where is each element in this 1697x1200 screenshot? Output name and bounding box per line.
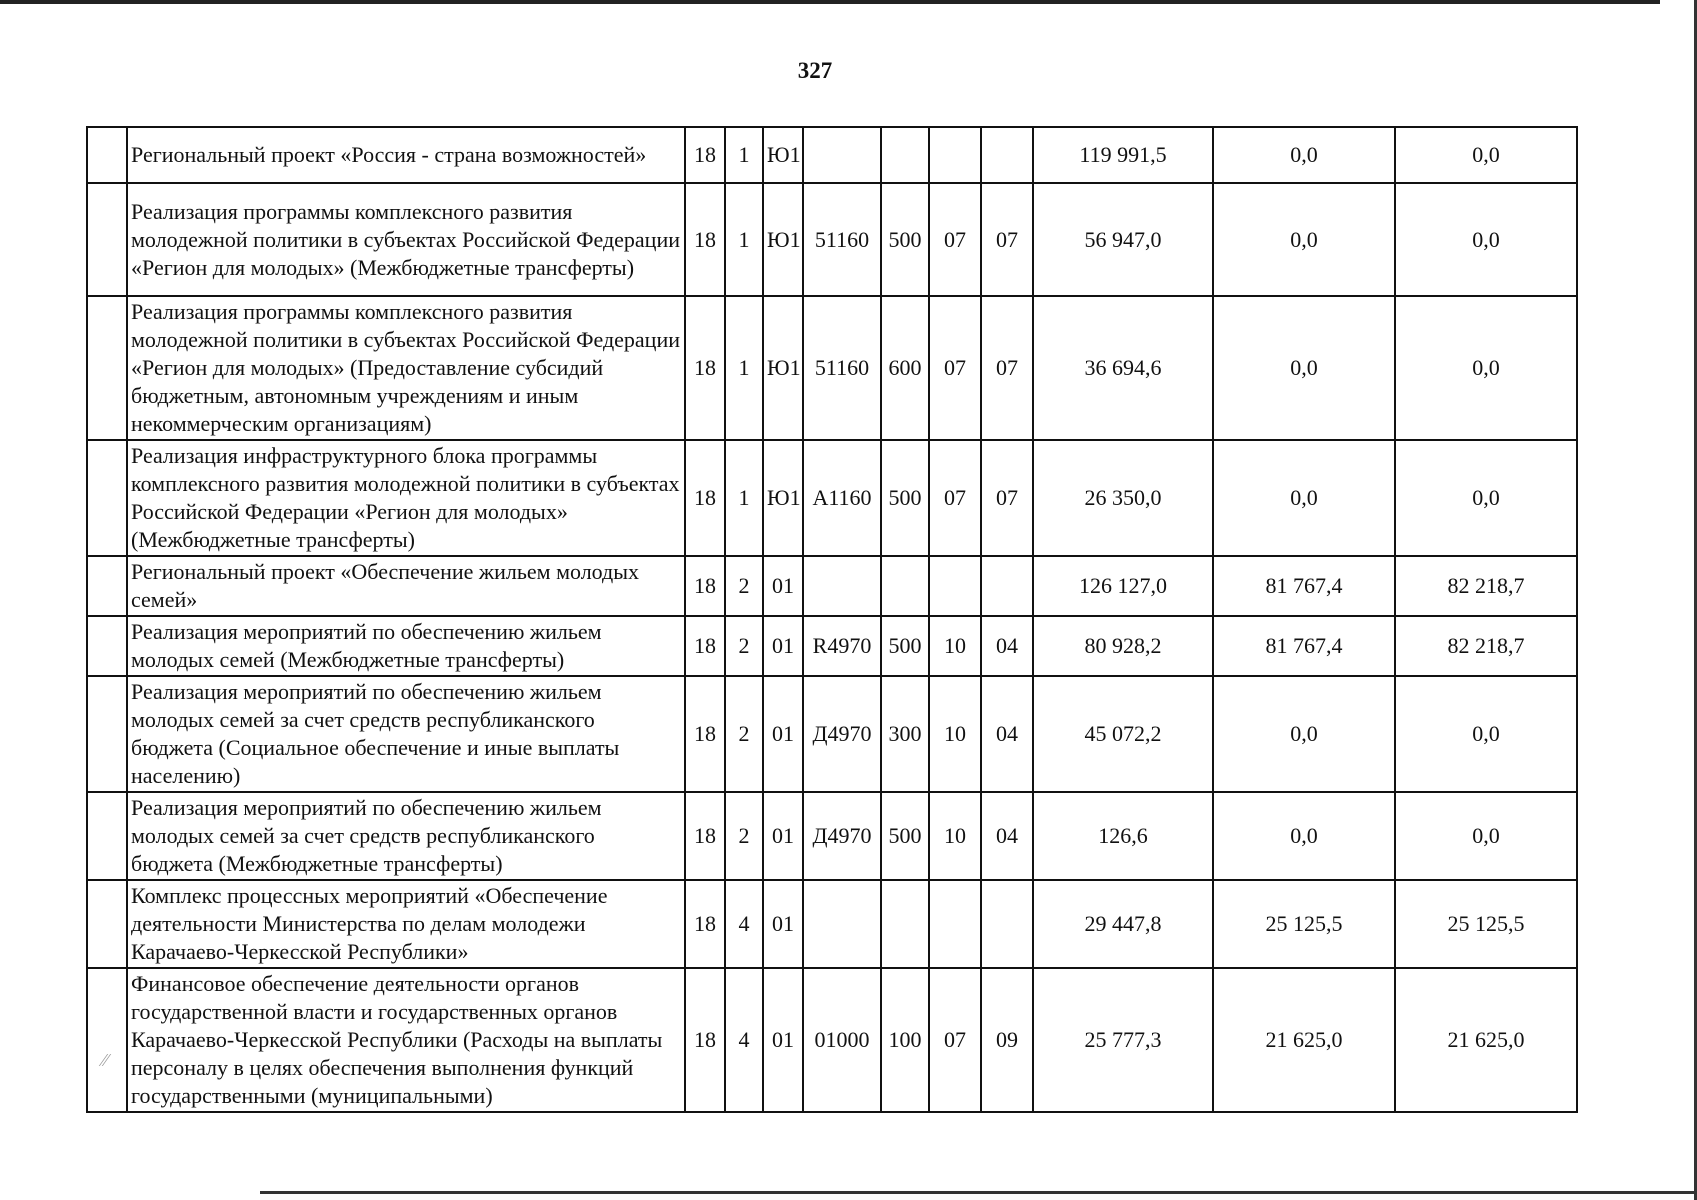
table-row <box>87 183 1577 296</box>
expense-name: Региональный проект «Россия - страна возможностей» <box>127 127 685 183</box>
code-expense-type: 500 <box>881 440 929 556</box>
code-expense-type: 500 <box>881 183 929 296</box>
code-section <box>929 127 981 183</box>
amount-year-1: 119 991,5 <box>1033 127 1213 183</box>
amount-year-1: 29 447,8 <box>1033 880 1213 968</box>
expense-name: Финансовое обеспечение деятельности органов государственной власти и государственных органов Карачаево-Черкесской Республики (Расходы на выплаты персоналу в целях обеспечения выполнения функций государственными (муниципальными) <box>127 968 685 1112</box>
row-marker-cell <box>87 183 127 296</box>
code-section: 10 <box>929 676 981 792</box>
code-section: 10 <box>929 616 981 676</box>
code-program: 2 <box>725 792 763 880</box>
code-direction: Д4970 <box>803 676 881 792</box>
code-project: Ю1 <box>763 183 803 296</box>
code-ministry: 18 <box>685 968 725 1112</box>
code-subsection: 07 <box>981 440 1033 556</box>
code-direction: R4970 <box>803 616 881 676</box>
code-subsection <box>981 556 1033 616</box>
amount-year-1: 36 694,6 <box>1033 296 1213 440</box>
amount-year-2: 0,0 <box>1213 127 1395 183</box>
table-row <box>87 880 1577 968</box>
row-marker-cell <box>87 676 127 792</box>
code-ministry: 18 <box>685 440 725 556</box>
row-marker-cell <box>87 127 127 183</box>
table-row <box>87 296 1577 440</box>
code-section <box>929 880 981 968</box>
code-expense-type <box>881 556 929 616</box>
code-project: Ю1 <box>763 296 803 440</box>
row-marker-cell <box>87 968 127 1112</box>
code-program: 2 <box>725 676 763 792</box>
amount-year-3: 0,0 <box>1395 440 1577 556</box>
code-ministry: 18 <box>685 127 725 183</box>
amount-year-3: 0,0 <box>1395 296 1577 440</box>
row-marker-cell <box>87 296 127 440</box>
amount-year-3: 82 218,7 <box>1395 556 1577 616</box>
amount-year-1: 80 928,2 <box>1033 616 1213 676</box>
row-marker-cell <box>87 880 127 968</box>
code-expense-type: 500 <box>881 792 929 880</box>
code-project: 01 <box>763 968 803 1112</box>
code-subsection: 04 <box>981 792 1033 880</box>
amount-year-1: 56 947,0 <box>1033 183 1213 296</box>
code-section: 07 <box>929 183 981 296</box>
code-direction: А1160 <box>803 440 881 556</box>
amount-year-2: 0,0 <box>1213 440 1395 556</box>
amount-year-1: 26 350,0 <box>1033 440 1213 556</box>
code-section: 10 <box>929 792 981 880</box>
table-row <box>87 792 1577 880</box>
code-program: 1 <box>725 296 763 440</box>
amount-year-3: 0,0 <box>1395 183 1577 296</box>
code-ministry: 18 <box>685 556 725 616</box>
amount-year-3: 0,0 <box>1395 127 1577 183</box>
row-marker-cell <box>87 792 127 880</box>
scan-bottom-edge <box>260 1191 1697 1194</box>
amount-year-3: 21 625,0 <box>1395 968 1577 1112</box>
expense-name: Реализация программы комплексного развития молодежной политики в субъектах Российской Федерации «Регион для молодых» (Межбюджетные трансферты) <box>127 183 685 296</box>
code-section: 07 <box>929 440 981 556</box>
code-ministry: 18 <box>685 676 725 792</box>
expense-name: Реализация инфраструктурного блока программы комплексного развития молодежной политики в субъектах Российской Федерации «Регион для молодых» (Межбюджетные трансферты) <box>127 440 685 556</box>
code-project: 01 <box>763 792 803 880</box>
code-program: 1 <box>725 183 763 296</box>
code-expense-type: 600 <box>881 296 929 440</box>
code-expense-type: 100 <box>881 968 929 1112</box>
amount-year-3: 25 125,5 <box>1395 880 1577 968</box>
code-direction <box>803 880 881 968</box>
code-program: 2 <box>725 616 763 676</box>
expense-name: Комплекс процессных мероприятий «Обеспечение деятельности Министерства по делам молодежи Карачаево-Черкесской Республики» <box>127 880 685 968</box>
amount-year-3: 0,0 <box>1395 792 1577 880</box>
code-direction: 01000 <box>803 968 881 1112</box>
amount-year-3: 82 218,7 <box>1395 616 1577 676</box>
expense-name: Реализация мероприятий по обеспечению жильем молодых семей за счет средств республиканского бюджета (Социальное обеспечение и иные выплаты населению) <box>127 676 685 792</box>
expense-name: Региональный проект «Обеспечение жильем молодых семей» <box>127 556 685 616</box>
code-ministry: 18 <box>685 183 725 296</box>
code-ministry: 18 <box>685 296 725 440</box>
code-program: 4 <box>725 880 763 968</box>
code-project: Ю1 <box>763 440 803 556</box>
row-marker-cell <box>87 440 127 556</box>
amount-year-3: 0,0 <box>1395 676 1577 792</box>
code-program: 1 <box>725 440 763 556</box>
row-marker-cell <box>87 556 127 616</box>
expense-name: Реализация мероприятий по обеспечению жильем молодых семей за счет средств республиканского бюджета (Межбюджетные трансферты) <box>127 792 685 880</box>
code-project: Ю1 <box>763 127 803 183</box>
amount-year-2: 81 767,4 <box>1213 616 1395 676</box>
code-section: 07 <box>929 968 981 1112</box>
expense-name: Реализация программы комплексного развития молодежной политики в субъектах Российской Федерации «Регион для молодых» (Предоставление субсидий бюджетным, автономным учреждениям и иным некоммерческим организациям) <box>127 296 685 440</box>
page-number: 327 <box>797 58 833 83</box>
code-direction <box>803 127 881 183</box>
code-direction: Д4970 <box>803 792 881 880</box>
amount-year-2: 0,0 <box>1213 296 1395 440</box>
amount-year-2: 81 767,4 <box>1213 556 1395 616</box>
amount-year-1: 126 127,0 <box>1033 556 1213 616</box>
code-expense-type: 500 <box>881 616 929 676</box>
amount-year-1: 25 777,3 <box>1033 968 1213 1112</box>
code-ministry: 18 <box>685 792 725 880</box>
code-subsection: 07 <box>981 183 1033 296</box>
table-row <box>87 127 1577 183</box>
code-project: 01 <box>763 556 803 616</box>
amount-year-1: 45 072,2 <box>1033 676 1213 792</box>
code-direction <box>803 556 881 616</box>
scan-top-edge <box>0 0 1660 4</box>
table-row <box>87 440 1577 556</box>
table-row <box>87 676 1577 792</box>
code-ministry: 18 <box>685 880 725 968</box>
code-section <box>929 556 981 616</box>
expense-name: Реализация мероприятий по обеспечению жильем молодых семей (Межбюджетные трансферты) <box>127 616 685 676</box>
code-expense-type <box>881 880 929 968</box>
table-row <box>87 616 1577 676</box>
code-expense-type: 300 <box>881 676 929 792</box>
pencil-mark-icon: ⁄⁄ <box>102 1050 109 1070</box>
code-project: 01 <box>763 676 803 792</box>
code-program: 1 <box>725 127 763 183</box>
code-expense-type <box>881 127 929 183</box>
code-subsection <box>981 127 1033 183</box>
code-program: 4 <box>725 968 763 1112</box>
code-ministry: 18 <box>685 616 725 676</box>
code-program: 2 <box>725 556 763 616</box>
amount-year-2: 0,0 <box>1213 792 1395 880</box>
table-row <box>87 556 1577 616</box>
code-subsection: 09 <box>981 968 1033 1112</box>
amount-year-2: 0,0 <box>1213 676 1395 792</box>
amount-year-2: 21 625,0 <box>1213 968 1395 1112</box>
budget-table <box>86 126 1578 1113</box>
code-direction: 51160 <box>803 296 881 440</box>
code-section: 07 <box>929 296 981 440</box>
code-subsection <box>981 880 1033 968</box>
code-subsection: 04 <box>981 676 1033 792</box>
budget-table-body <box>87 127 1577 1112</box>
code-project: 01 <box>763 880 803 968</box>
row-marker-cell <box>87 616 127 676</box>
code-subsection: 07 <box>981 296 1033 440</box>
code-direction: 51160 <box>803 183 881 296</box>
code-subsection: 04 <box>981 616 1033 676</box>
amount-year-2: 25 125,5 <box>1213 880 1395 968</box>
table-row <box>87 968 1577 1112</box>
code-project: 01 <box>763 616 803 676</box>
amount-year-2: 0,0 <box>1213 183 1395 296</box>
amount-year-1: 126,6 <box>1033 792 1213 880</box>
